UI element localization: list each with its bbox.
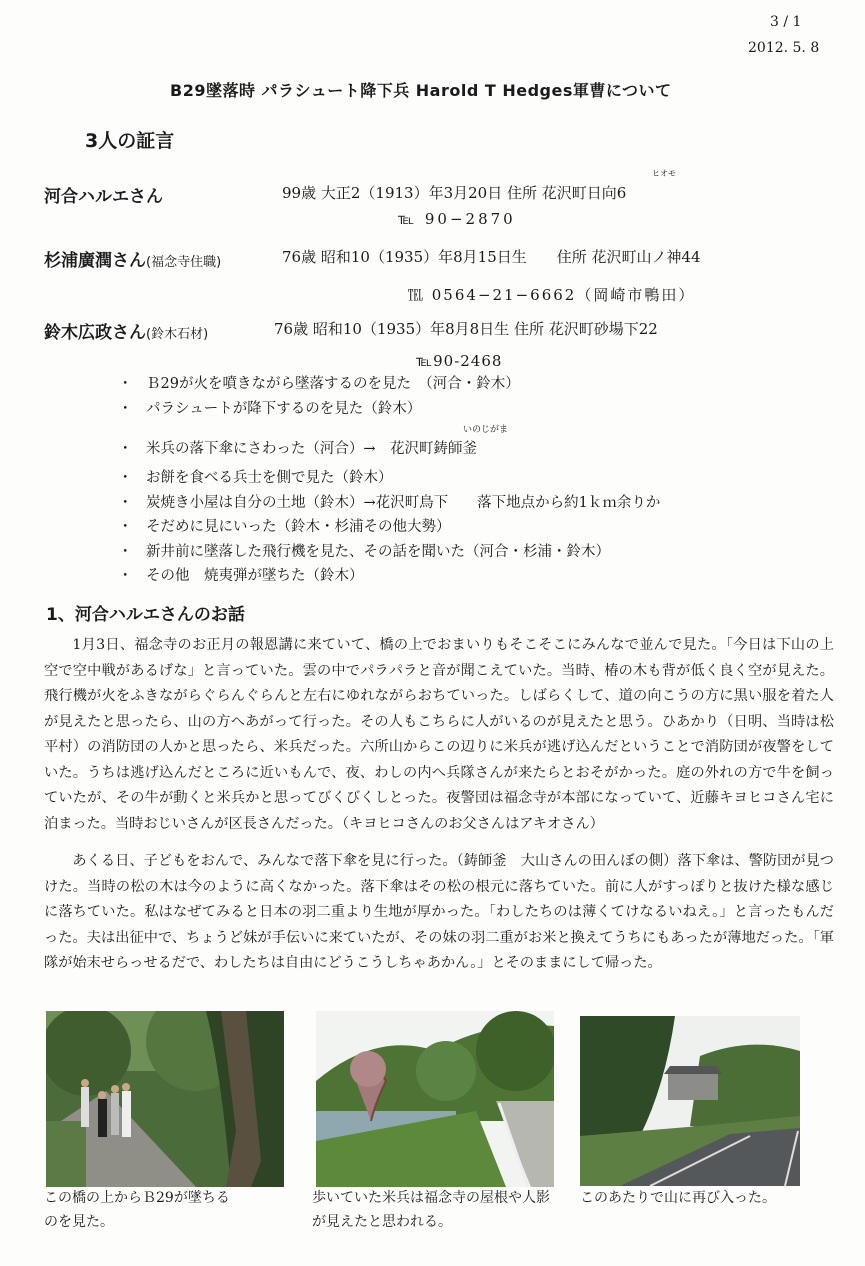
witness-info: 76歳 昭和10（1935）年8月8日生 住所 花沢町砂場下22 <box>274 320 658 338</box>
list-item: ・ いのじがま 米兵の落下傘にさわった（河合）→ 花沢町鋳師釜 <box>118 425 509 457</box>
list-item: ・ お餅を食べる兵士を側で見た（鈴木） <box>118 470 393 486</box>
photo-caption: このあたりで山に再び入った。 <box>580 1190 776 1206</box>
heading-testimony: 3人の証言 <box>85 130 175 152</box>
witness-tel: ℡ 90−2870 <box>398 210 516 228</box>
section-heading: 1、河合ハルエさんのお話 <box>46 605 245 625</box>
list-item: ・ 炭焼き小屋は自分の土地（鈴木）→花沢町鳥下 落下地点から約1ｋｍ余りか <box>118 494 661 511</box>
witness-name: 鈴木広政さん(鈴木石材) <box>44 323 209 343</box>
list-item: ・ その他 焼夷弾が墜ちた（鈴木） <box>118 568 364 584</box>
list-item: ・ そだめに見にいった（鈴木・杉浦その他大勢） <box>118 519 451 535</box>
body-paragraph: 1月3日、福念寺のお正月の報恩講に来ていて、橋の上でおまいりもそこそこにみんなで並んで見た。「今日は下山の上空で空中戦があるげな」と言っていた。雲の中でパラパラと音が聞こえていた。当時、椿の木も背が低く良く空が見えた。飛行機が火をふきながらぐらんぐらんと左右にゆれながらおちていった。しばらくして、道の向こうの方に黒い服を着た人が見えたと思ったら、山の方へあがって行った。その人もこちらに人がいるのが見えたと思う。ひあかり（日明、当時は松平村）の消防団の人かと思ったら、米兵だった。六所山からこの辺りに米兵が逃げ込んだということで消防団が夜警をしていた。うちは逃げ込んだところに近いもんで、夜、わしの内へ兵隊さんが来たらとおそがかった。庭の外れの方で牛を飼っていたが、その牛が動くと米兵かと思ってびくびくしとった。夜警団は福念寺が本部になっていて、近藤キヨヒコさん宅に泊まった。当時おじいさんが区長さんだった。（キヨヒコさんのお父さんはアキオさん） <box>44 637 834 832</box>
witness-info: 99歳 大正2（1913）年3月20日 住所 花沢町日向6 <box>282 184 627 202</box>
list-item: ・ パラシュートが降下するのを見た（鈴木） <box>118 400 422 417</box>
photo-caption: この橋の上からＢ29が墜ちるのを見た。 <box>44 1190 230 1230</box>
witness-affiliation: (福念寺住職) <box>146 255 222 270</box>
witness-tel: ℡ 0564−21−6662（岡崎市鴨田） <box>408 286 696 304</box>
witness-info: 76歳 昭和10（1935）年8月15日生 住所 花沢町山ノ神44 <box>282 248 701 266</box>
photo-pond <box>316 1011 554 1187</box>
photo-road <box>580 1016 800 1186</box>
place-ruby: いのじがま <box>463 425 509 435</box>
witness-name: 杉浦廣潤さん(福念寺住職) <box>44 251 222 271</box>
address-ruby: ヒオモ <box>652 169 676 178</box>
body-paragraph: あくる日、子どもをおんで、みんなで落下傘を見に行った。（鋳師釜 大山さんの田んぼの側）落下傘は、警防団が見つけた。当時の松の木は今のように高くなかった。落下傘はその松の根元に落ちていた。前に人がすっぽりと抜けた様な感じに落ちていた。私はなぜてみると日本の羽二重より生地が厚かった。「わしたちのは薄くてけなるいねえ。」と言ったもんだった。夫は出征中で、ちょうど妹が手伝いに来ていたが、その妹の羽二重がお米と換えてうちにもあったが薄地だった。「軍隊が始末せらっせるだで、わしたちは自由にどうこうしちゃあかん。」とそのままにして帰った。 <box>44 853 834 971</box>
document-title: B29墜落時 パラシュート降下兵 Harold T Hedges軍曹について <box>170 81 672 100</box>
document-date: 2012. 5. 8 <box>748 40 820 56</box>
witness-tel: ℡90-2468 <box>416 352 503 370</box>
witness-name: 河合ハルエさん <box>44 187 163 207</box>
list-item: ・ 新井前に墜落した飛行機を見た、その話を聞いた（河合・杉浦・鈴木） <box>118 543 610 560</box>
photo-bridge <box>46 1011 284 1187</box>
page-number: 3 / 1 <box>770 14 802 30</box>
list-item: ・ Ｂ29が火を噴きながら墜落するのを見た （河合・鈴木） <box>118 376 520 392</box>
witness-affiliation: (鈴木石材) <box>146 327 209 342</box>
testimony-bullet-list <box>118 372 660 589</box>
photo-caption: 歩いていた米兵は福念寺の屋根や人影が見えたと思われる。 <box>312 1190 550 1230</box>
